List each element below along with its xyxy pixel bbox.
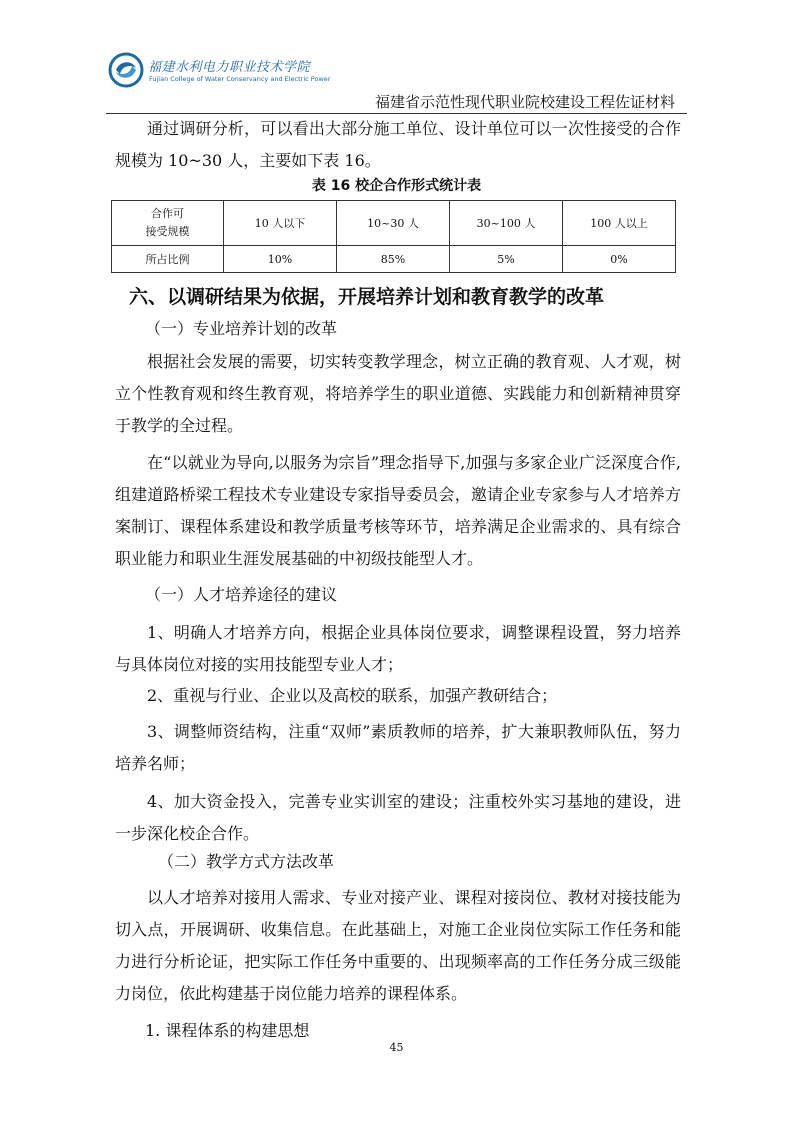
subheading-teaching-methods: （二）教学方式方法改革 xyxy=(158,852,335,871)
subheading-curriculum-system: 1. 课程体系的构建思想 xyxy=(145,1021,310,1040)
table-header-label xyxy=(112,201,224,246)
table-cell: 85% xyxy=(337,246,450,273)
logo-chinese-name: 福建水利电力职业技术学院 xyxy=(148,60,311,75)
table-column-header: 30~100 人 xyxy=(450,201,563,246)
list-item: 3、调整师资结构，注重“双师”素质教师的培养，扩大兼职教师队伍，努力培养名师； xyxy=(115,722,681,773)
table-cell: 10% xyxy=(224,246,337,273)
table-header-row xyxy=(112,201,676,246)
paragraph-enterprise-cooperation: 在“以就业为导向,以服务为宗旨”理念指导下,加强与多家企业广泛深度合作,组建道路桥梁工程技术专业建设专家指导委员会，邀请企业专家参与人才培养方案制订、课程体系建设和教学质量考核等环节，培养满足企业需求的、具有综合职业能力和职业生涯发展基础的中初级技能型人才。 xyxy=(115,453,681,568)
table-caption: 表 16 校企合作形式统计表 xyxy=(311,178,482,194)
table-cell: 5% xyxy=(450,246,563,273)
paragraph-curriculum-approach: 以人才培养对接用人需求、专业对接产业、课程对接岗位、教材对接技能为切入点，开展调研、收集信息。在此基础上，对施工企业岗位实际工作任务和能力进行分析论证，把实际工作任务中重要的、出现频率高的工作任务分成三级能力岗位，依此构建基于岗位能力培养的课程体系。 xyxy=(115,888,681,1003)
cooperation-scale-table xyxy=(111,200,676,273)
table-column-header: 100 人以上 xyxy=(563,201,676,246)
college-emblem-icon xyxy=(108,52,144,88)
list-item: 2、重视与行业、企业以及高校的联系，加强产教研结合； xyxy=(147,686,558,705)
logo-english-name: Fujian College of Water Conservancy and Electric Power xyxy=(149,75,331,83)
list-item: 1、明确人才培养方向，根据企业具体岗位要求，调整课程设置，努力培养与具体岗位对接的实用技能型专业人才； xyxy=(115,623,681,674)
page-number: 45 xyxy=(389,1041,404,1054)
table-header-label-line1: 合作可 xyxy=(151,207,184,220)
subheading-talent-path: （一）人才培养途径的建议 xyxy=(145,585,338,604)
college-logo xyxy=(108,52,331,92)
table-column-header: 10 人以下 xyxy=(224,201,337,246)
section-heading: 六、以调研结果为依据，开展培养计划和教育教学的改革 xyxy=(129,286,605,308)
document-header-title: 福建省示范性现代职业院校建设工程佐证材料 xyxy=(374,93,675,111)
paragraph-teaching-philosophy: 根据社会发展的需要，切实转变教学理念，树立正确的教育观、人才观，树立个性教育观和终生教育观，将培养学生的职业道德、实践能力和创新精神贯穿于教学的全过程。 xyxy=(115,352,681,435)
intro-paragraph: 通过调研分析，可以看出大部分施工单位、设计单位可以一次性接受的合作规模为 10~30 人，主要如下表 16。 xyxy=(115,119,681,170)
subheading-training-plan: （一）专业培养计划的改革 xyxy=(145,319,338,338)
table-column-header: 10~30 人 xyxy=(337,201,450,246)
list-item: 4、加大资金投入，完善专业实训室的建设；注重校外实习基地的建设，进一步深化校企合作。 xyxy=(115,792,681,843)
table-header-label-line2: 接受规模 xyxy=(145,225,190,238)
table-row-label: 所占比例 xyxy=(112,246,224,273)
table-row xyxy=(112,246,676,273)
table-cell: 0% xyxy=(563,246,676,273)
